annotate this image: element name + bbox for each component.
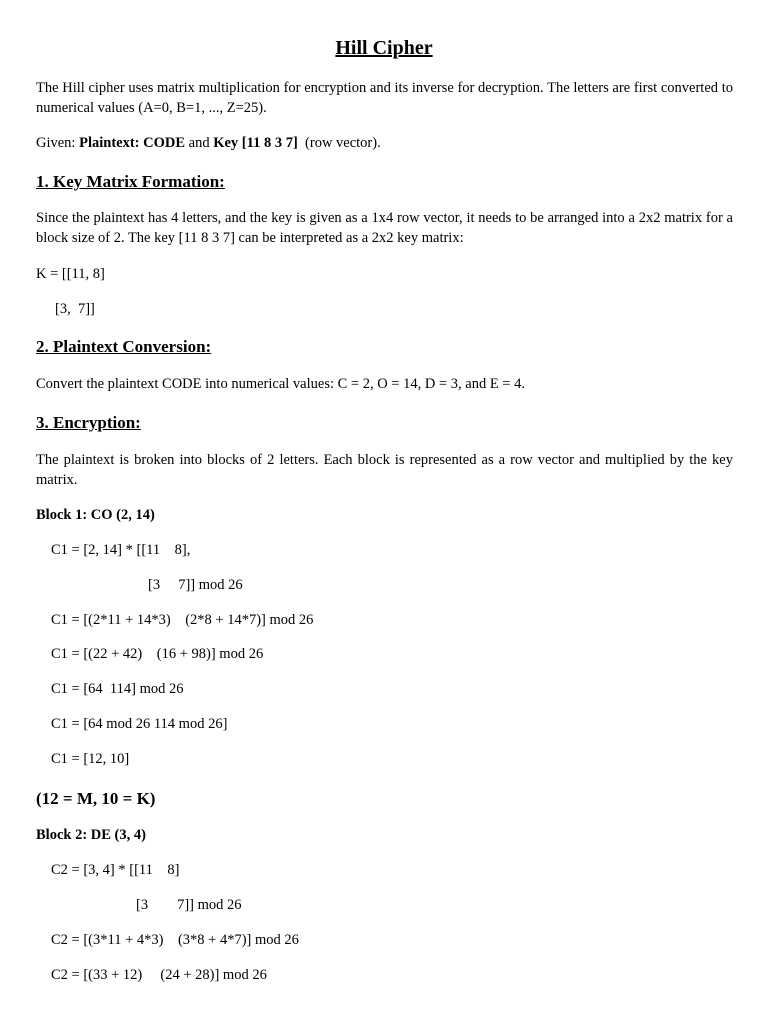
block1-line: C1 = [12, 10]	[51, 751, 130, 767]
block2-line: C2 = [3, 4] * [[11 8]	[51, 862, 180, 878]
page-title: Hill Cipher	[335, 37, 433, 59]
block1-line: C1 = [64 mod 26 114 mod 26]	[51, 716, 228, 732]
given-prefix: Given:	[36, 135, 80, 151]
block2-line: [3 7]] mod 26	[136, 897, 242, 913]
block1-line: C1 = [2, 14] * [[11 8],	[51, 542, 191, 558]
block2-line: C2 = [(3*11 + 4*3) (3*8 + 4*7)] mod 26	[51, 932, 299, 948]
section1-paragraph: Since the plaintext has 4 letters, and the key is given as a 1x4 row vector, it needs to be arranged into a 2x2 matrix for a block size of 2. The key [11 8 3 7] can be interpreted as a 2x2 key matrix:	[36, 210, 733, 246]
section3-paragraph: The plaintext is broken into blocks of 2 letters. Each block is represented as a row vector and multiplied by the key matrix.	[36, 452, 733, 488]
given-plaintext: Plaintext: CODE	[79, 135, 186, 151]
section2-heading: 2. Plaintext Conversion:	[36, 337, 212, 356]
block1-line: C1 = [64 114] mod 26	[51, 681, 184, 697]
section3-heading: 3. Encryption:	[36, 413, 141, 432]
block1-label: Block 1: CO (2, 14)	[36, 507, 155, 523]
block2-line: C2 = [(33 + 12) (24 + 28)] mod 26	[51, 967, 267, 983]
given-key: Key [11 8 3 7]	[213, 135, 298, 151]
block1-line: C1 = [(2*11 + 14*3) (2*8 + 14*7)] mod 26	[51, 612, 314, 628]
key-matrix-line1: K = [[11, 8]	[36, 266, 105, 282]
section2-paragraph: Convert the plaintext CODE into numerical values: C = 2, O = 14, D = 3, and E = 4.	[36, 376, 525, 392]
block1-result: (12 = M, 10 = K)	[36, 789, 156, 808]
block1-line: C1 = [(22 + 42) (16 + 98)] mod 26	[51, 646, 264, 662]
given-line	[36, 133, 381, 153]
section1-heading: 1. Key Matrix Formation:	[36, 172, 225, 191]
given-suffix: (row vector).	[297, 135, 381, 151]
given-and: and	[185, 135, 214, 151]
intro-paragraph: The Hill cipher uses matrix multiplication for encryption and its inverse for decryption. The letters are first converted to numerical values (A=0, B=1, ..., Z=25).	[36, 80, 733, 116]
block2-label: Block 2: DE (3, 4)	[36, 827, 146, 843]
key-matrix-line2: [3, 7]]	[55, 301, 95, 317]
block1-line: [3 7]] mod 26	[148, 577, 243, 593]
